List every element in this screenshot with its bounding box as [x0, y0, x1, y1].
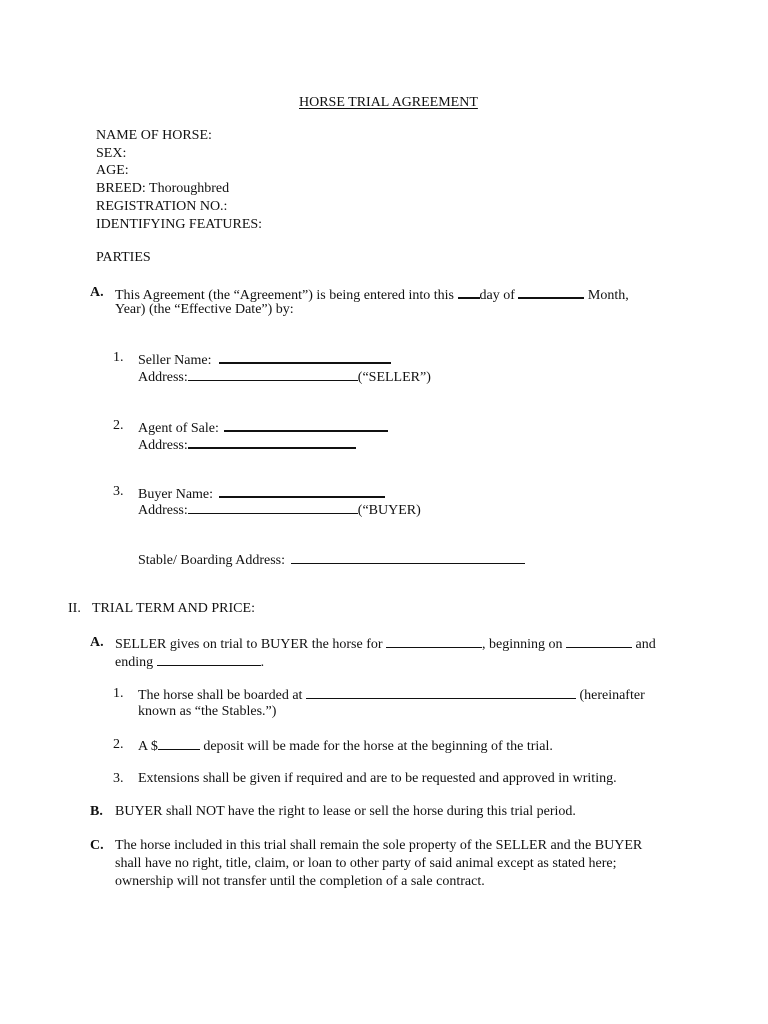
section-ii-num: II.	[68, 601, 81, 616]
buyer-address-line	[138, 500, 421, 520]
horse-features-label: IDENTIFYING FEATURES:	[96, 217, 263, 232]
buyer-name-label: Buyer Name:	[138, 487, 214, 502]
item-1-text-2: (hereinafter	[579, 688, 645, 703]
buyer-num: 3.	[113, 484, 124, 499]
trial-c-line-1: The horse included in this trial shall remain the sole property of the SELLER and the BUYER	[115, 838, 643, 853]
stables-name-blank[interactable]	[306, 685, 576, 699]
seller-address-label: Address:	[138, 370, 188, 385]
trial-b-marker: B.	[90, 804, 103, 819]
trial-duration-blank[interactable]	[386, 634, 482, 648]
trial-c-marker: C.	[90, 838, 104, 853]
agent-name-label: Agent of Sale:	[138, 421, 219, 436]
agent-num: 2.	[113, 418, 124, 433]
horse-name-label: NAME OF HORSE:	[96, 128, 212, 143]
trial-a-marker: A.	[90, 635, 104, 650]
trial-a-text-4: ending	[115, 655, 154, 670]
trial-start-blank[interactable]	[566, 634, 632, 648]
item-2-line	[138, 736, 553, 756]
seller-address-blank[interactable]	[188, 367, 358, 381]
trial-c-line-2: shall have no right, title, claim, or loan to other party of said animal except as stated here;	[115, 856, 617, 871]
month-blank[interactable]	[518, 284, 584, 299]
item-1-text-1: The horse shall be boarded at	[138, 688, 303, 703]
trial-b-text: BUYER shall NOT have the right to lease or sell the horse during this trial period.	[115, 804, 576, 819]
stable-address-blank[interactable]	[291, 550, 525, 564]
seller-num: 1.	[113, 350, 124, 365]
seller-designation: (“SELLER”)	[357, 370, 431, 385]
parties-heading: PARTIES	[96, 250, 151, 265]
document-title: HORSE TRIAL AGREEMENT	[299, 95, 478, 110]
trial-a-text-1: SELLER gives on trial to BUYER the horse for	[115, 637, 383, 652]
trial-c-line-3: ownership will not transfer until the completion of a sale contract.	[115, 874, 485, 889]
buyer-address-blank[interactable]	[188, 500, 358, 514]
trial-a-text-2: , beginning on	[482, 637, 563, 652]
item-2-text-2: deposit will be made for the horse at the beginning of the trial.	[203, 739, 553, 754]
trial-a-line-2	[115, 652, 264, 672]
buyer-name-blank[interactable]	[219, 483, 385, 498]
trial-a-line-1	[115, 634, 656, 654]
item-1-line-2: known as “the Stables.”)	[138, 704, 277, 719]
parties-a-marker: A.	[90, 285, 104, 300]
stable-address-line	[138, 550, 525, 570]
item-3-num: 3.	[113, 771, 124, 786]
stable-address-label: Stable/ Boarding Address:	[138, 553, 285, 568]
item-1-line-1	[138, 685, 645, 705]
agent-address-blank[interactable]	[188, 434, 356, 449]
agent-name-blank[interactable]	[224, 417, 388, 432]
item-3-text: Extensions shall be given if required and are to be requested and approved in writing.	[138, 771, 617, 786]
trial-end-blank[interactable]	[157, 652, 261, 666]
parties-a-text-3: Month,	[587, 288, 629, 303]
item-1-num: 1.	[113, 686, 124, 701]
buyer-designation: (“BUYER)	[357, 503, 421, 518]
agent-address-line	[138, 434, 356, 455]
section-ii-heading: TRIAL TERM AND PRICE:	[92, 601, 255, 616]
item-2-num: 2.	[113, 737, 124, 752]
parties-a-line-2: Year) (the “Effective Date”) by:	[115, 302, 294, 317]
item-2-text-1: A $	[138, 739, 158, 754]
trial-a-text-5: .	[260, 655, 265, 670]
day-blank[interactable]	[458, 284, 480, 299]
deposit-amount-blank[interactable]	[158, 736, 200, 750]
parties-a-text-1: This Agreement (the “Agreement”) is being entered into this	[115, 288, 455, 303]
horse-breed-line: BREED: Thoroughbred	[96, 181, 230, 196]
horse-age-label: AGE:	[96, 163, 129, 178]
seller-name-blank[interactable]	[219, 349, 391, 364]
horse-sex-label: SEX:	[96, 146, 127, 161]
horse-registration-label: REGISTRATION NO.:	[96, 199, 228, 214]
agent-address-label: Address:	[138, 438, 188, 453]
parties-a-text-2: day of	[479, 288, 515, 303]
buyer-address-label: Address:	[138, 503, 188, 518]
seller-name-label: Seller Name:	[138, 353, 212, 368]
seller-address-line	[138, 367, 431, 387]
trial-a-text-3: and	[635, 637, 656, 652]
